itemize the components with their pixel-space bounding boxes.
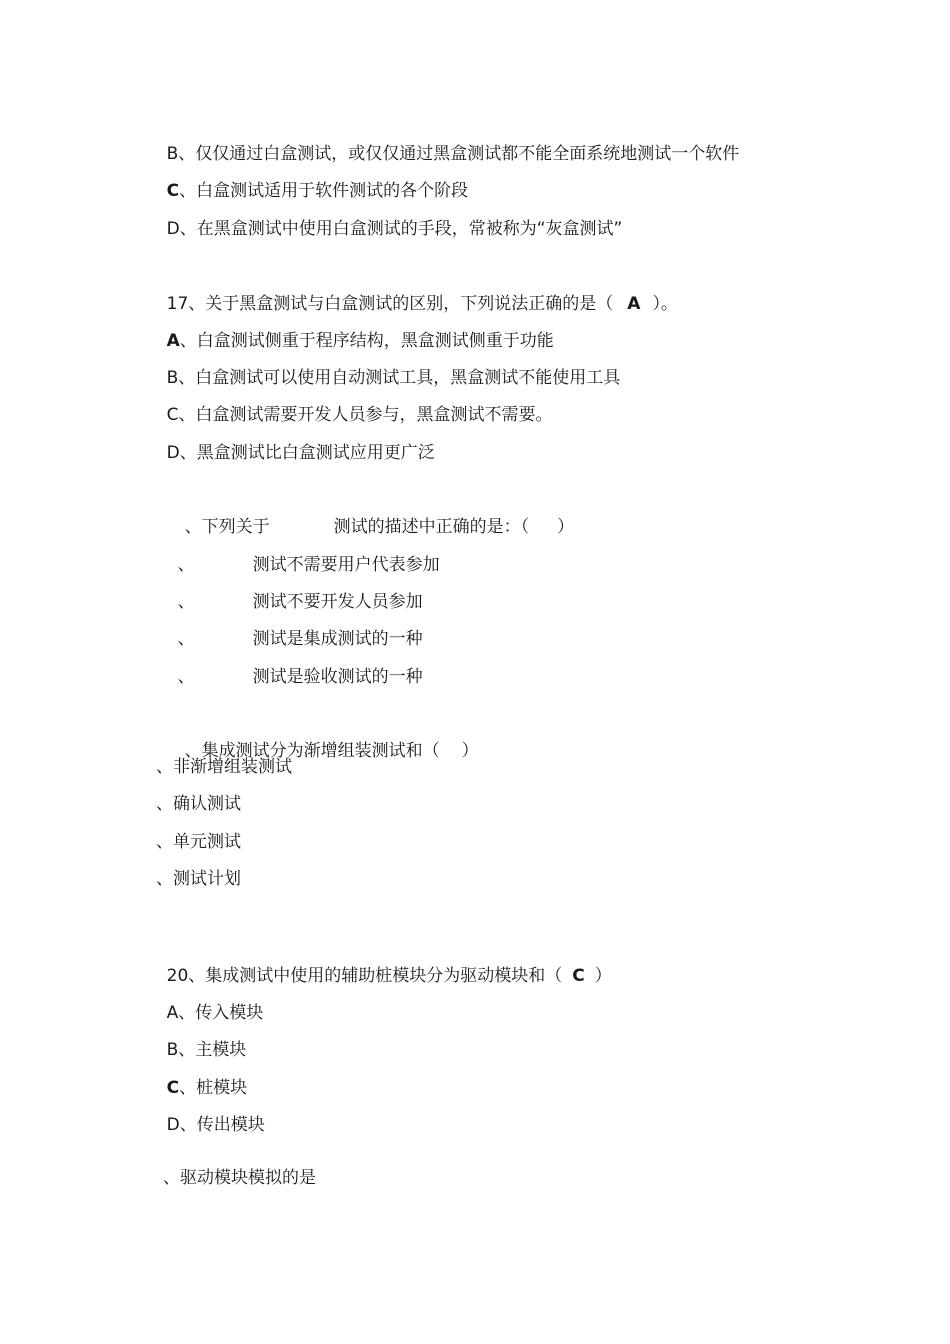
option-letter: D xyxy=(166,219,180,239)
question-text: 、下列关于 xyxy=(184,517,270,537)
option-text: 、仅仅通过白盒测试，或仅仅通过黑盒测试都不能全面系统地测试一个软件 xyxy=(178,144,740,164)
question-end: ） xyxy=(461,741,479,761)
question-end: ） xyxy=(557,517,575,537)
question-text: 、集成测试中使用的辅助桩模块分为驱动模块和（ xyxy=(188,966,563,986)
option-text: 、传入模块 xyxy=(178,1003,264,1023)
q19-option-a: 、非渐增组装测试 xyxy=(156,757,292,777)
q19-option-d: 、测试计划 xyxy=(156,869,241,889)
option-text: 、白盒测试需要开发人员参与，黑盒测试不需要。 xyxy=(178,405,553,425)
answer-letter: C xyxy=(572,966,585,986)
option-text: 、黑盒测试比白盒测试应用更广泛 xyxy=(179,443,435,463)
option-text: 、主模块 xyxy=(178,1040,247,1060)
option-letter: D xyxy=(166,443,180,463)
question-text-2: 测试的描述中正确的是：（ xyxy=(333,517,530,537)
question-text: 、关于黑盒测试与白盒测试的区别，下列说法正确的是（ xyxy=(188,294,614,314)
option-text: 测试不需要用户代表参加 xyxy=(252,555,440,575)
option-letter: B xyxy=(166,1040,179,1060)
q19-option-b: 、确认测试 xyxy=(156,794,241,814)
option-text: 、在黑盒测试中使用白盒测试的手段，常被称为“灰盒测试” xyxy=(179,219,623,239)
option-sep: 、 xyxy=(177,629,195,649)
option-sep: 、 xyxy=(177,592,195,612)
option-letter: B xyxy=(166,144,179,164)
option-text: 测试是集成测试的一种 xyxy=(252,629,423,649)
option-sep: 、 xyxy=(177,667,195,687)
q17-option-d xyxy=(145,420,435,486)
option-text: 、白盒测试可以使用自动测试工具，黑盒测试不能使用工具 xyxy=(178,368,621,388)
question-end: ）。 xyxy=(652,294,678,314)
question-text: 、集成测试分为渐增组装测试和（ xyxy=(184,741,440,761)
option-letter: A xyxy=(166,1003,179,1023)
option-letter: C xyxy=(166,1078,180,1098)
q18-option-d xyxy=(156,644,423,710)
option-letter: D xyxy=(166,1115,180,1135)
option-text: 、传出模块 xyxy=(179,1115,265,1135)
question-end: ） xyxy=(594,966,612,986)
option-letter: B xyxy=(166,368,179,388)
option-sep: 、 xyxy=(177,555,195,575)
option-letter: C xyxy=(166,405,179,425)
option-text: 、桩模块 xyxy=(179,1078,248,1098)
q19-option-c: 、单元测试 xyxy=(156,832,241,852)
option-d-line xyxy=(145,196,622,262)
question-number: 20 xyxy=(166,966,189,986)
option-text: 、白盒测试适用于软件测试的各个阶段 xyxy=(179,181,469,201)
option-text: 测试不要开发人员参加 xyxy=(252,592,423,612)
answer-letter: A xyxy=(627,294,641,314)
question-number: 17 xyxy=(166,294,189,314)
option-text: 测试是验收测试的一种 xyxy=(252,667,423,687)
option-text: 、白盒测试侧重于程序结构，黑盒测试侧重于功能 xyxy=(179,331,554,351)
option-letter: C xyxy=(166,181,180,201)
question-21: 、驱动模块模拟的是 xyxy=(163,1168,316,1188)
q20-option-d xyxy=(145,1092,265,1158)
option-letter: A xyxy=(166,331,180,351)
